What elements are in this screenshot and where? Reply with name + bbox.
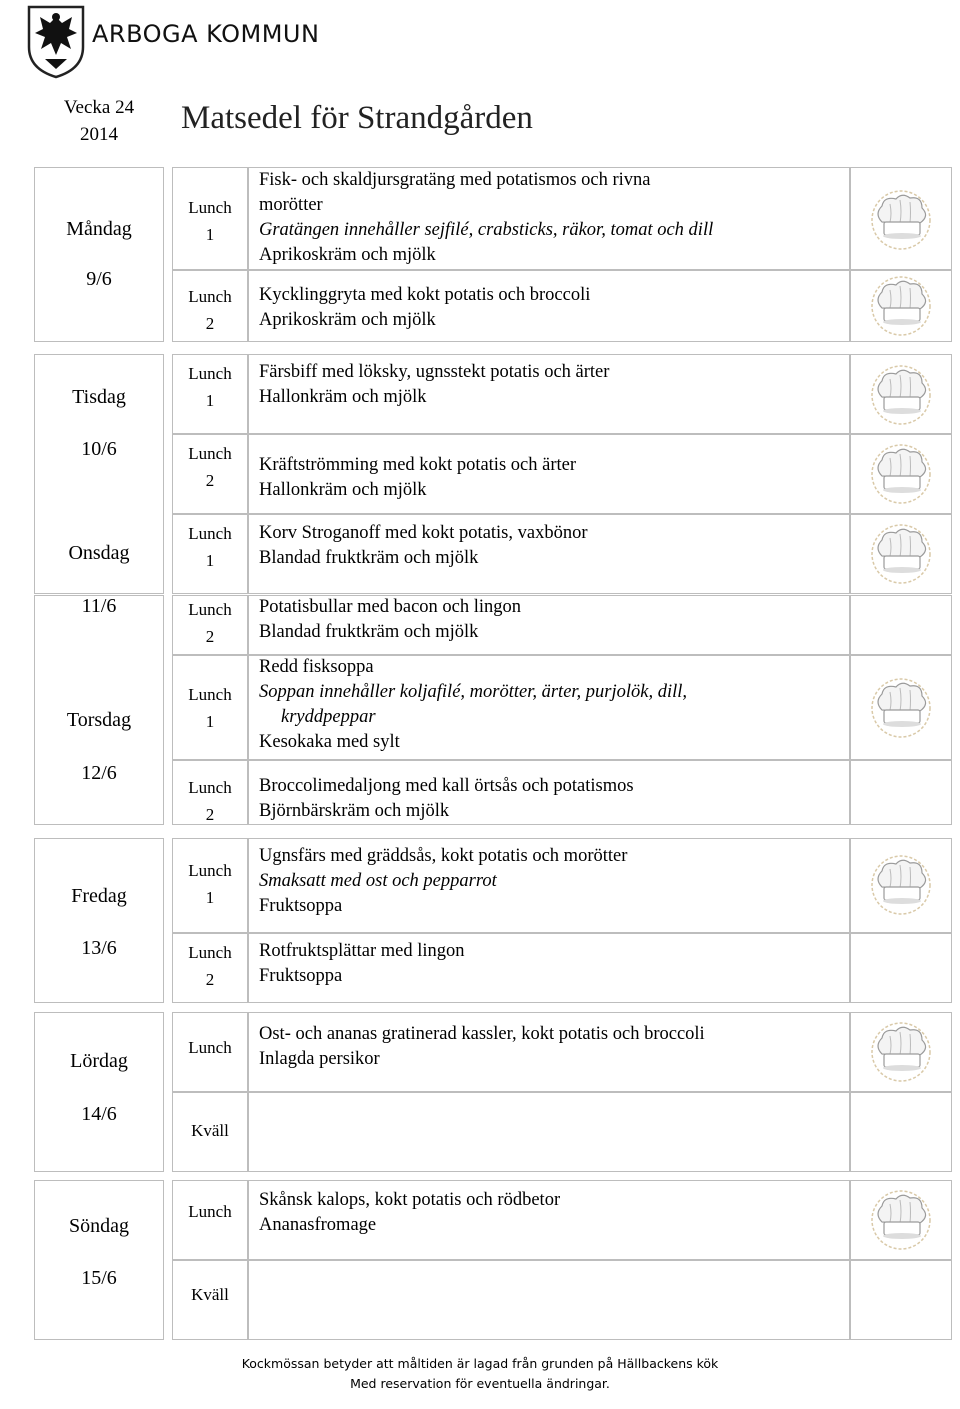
day-date-thursday: 12/6 bbox=[81, 762, 117, 784]
footer-line-2: Med reservation för eventuella ändringar. bbox=[350, 1376, 610, 1391]
dish-wednesday-lunch-2: Potatisbullar med bacon och lingon Blandad fruktkräm och mjölk bbox=[259, 597, 522, 642]
meal-label: Kväll bbox=[191, 1121, 229, 1140]
day-name-monday: Måndag bbox=[66, 218, 132, 240]
meal-label: Kväll bbox=[191, 1285, 229, 1304]
week-label bbox=[44, 94, 154, 148]
meal-label: Lunch 1 bbox=[188, 685, 232, 731]
day-date-friday: 13/6 bbox=[81, 937, 117, 959]
day-name-friday: Fredag bbox=[71, 885, 127, 907]
day-name-saturday: Lördag bbox=[70, 1050, 128, 1072]
dish-thursday-lunch-1: Redd fisksoppa Soppan innehåller koljafilé, morötter, ärter, purjolök, dill, kryddpeppar Kesokaka med sylt bbox=[259, 657, 688, 752]
week-year: 2014 bbox=[80, 124, 118, 145]
chef-hat-icon bbox=[866, 442, 936, 506]
meal-label: Lunch bbox=[188, 1202, 232, 1221]
dish-friday-lunch-2: Rotfruktsplättar med lingon Fruktsoppa bbox=[259, 941, 465, 986]
dish-tuesday-lunch-1: Färsbiff med löksky, ugnsstekt potatis och ärter Hallonkräm och mjölk bbox=[259, 362, 610, 407]
meal-label: Lunch bbox=[188, 1038, 232, 1057]
dish-friday-lunch-1: Ugnsfärs med gräddsås, kokt potatis och morötter Smaksatt med ost och pepparrot Fruktsoppa bbox=[259, 846, 628, 916]
day-date-sunday: 15/6 bbox=[81, 1267, 117, 1289]
chef-hat-icon bbox=[866, 363, 936, 427]
day-name-thursday: Torsdag bbox=[66, 709, 132, 731]
chef-hat-icon bbox=[866, 676, 936, 740]
arboga-crest-logo bbox=[25, 3, 87, 79]
dish-thursday-lunch-2: Broccolimedaljong med kall örtsås och potatismos Björnbärskräm och mjölk bbox=[259, 776, 634, 821]
day-name-wednesday: Onsdag bbox=[68, 542, 130, 564]
meal-label: Lunch 1 bbox=[188, 364, 232, 410]
chef-hat-icon bbox=[866, 1188, 936, 1252]
chef-hat-icon bbox=[866, 1020, 936, 1084]
day-name-tuesday: Tisdag bbox=[72, 386, 126, 408]
meal-label: Lunch 2 bbox=[188, 600, 232, 646]
footer-note bbox=[0, 1354, 960, 1394]
day-date-saturday: 14/6 bbox=[81, 1103, 117, 1125]
dish-wednesday-lunch-1: Korv Stroganoff med kokt potatis, vaxbönor Blandad fruktkräm och mjölk bbox=[259, 523, 588, 568]
meal-label: Lunch 2 bbox=[188, 943, 232, 989]
dish-sunday-lunch: Skånsk kalops, kokt potatis och rödbetor Ananasfromage bbox=[259, 1190, 561, 1235]
meal-label: Lunch 2 bbox=[188, 287, 232, 333]
week-number: Vecka 24 bbox=[63, 97, 135, 118]
meal-label: Lunch 2 bbox=[188, 444, 232, 490]
dish-monday-lunch-1: Fisk- och skaldjursgratäng med potatismos och rivna morötter Gratängen innehåller sejfilé, crabsticks, räkor, tomat och dill Aprikoskräm och mjölk bbox=[259, 170, 714, 265]
dish-tuesday-lunch-2: Kräftströmming med kokt potatis och ärter Hallonkräm och mjölk bbox=[259, 455, 576, 500]
chef-hat-icon bbox=[866, 274, 936, 338]
meal-label: Lunch 1 bbox=[188, 198, 232, 244]
dish-saturday-lunch: Ost- och ananas gratinerad kassler, kokt potatis och broccoli Inlagda persikor bbox=[259, 1024, 705, 1069]
footer-line-1: Kockmössan betyder att måltiden är lagad från grunden på Hällbackens kök bbox=[241, 1356, 719, 1371]
chef-hat-icon bbox=[866, 853, 936, 917]
meal-label: Lunch 1 bbox=[188, 524, 232, 570]
chef-hat-icon bbox=[866, 188, 936, 252]
dish-monday-lunch-2: Kycklinggryta med kokt potatis och broccoli Aprikoskräm och mjölk bbox=[259, 285, 591, 330]
chef-hat-icon bbox=[866, 522, 936, 586]
meal-label: Lunch 1 bbox=[188, 861, 232, 907]
logo-text: ARBOGA KOMMUN bbox=[92, 20, 320, 48]
day-date-tuesday: 10/6 bbox=[81, 438, 117, 460]
day-date-monday: 9/6 bbox=[86, 268, 112, 290]
page-title: Matsedel för Strandgården bbox=[181, 100, 533, 136]
day-date-wednesday: 11/6 bbox=[81, 595, 117, 617]
day-name-sunday: Söndag bbox=[69, 1215, 129, 1237]
meal-label: Lunch 2 bbox=[188, 778, 232, 824]
